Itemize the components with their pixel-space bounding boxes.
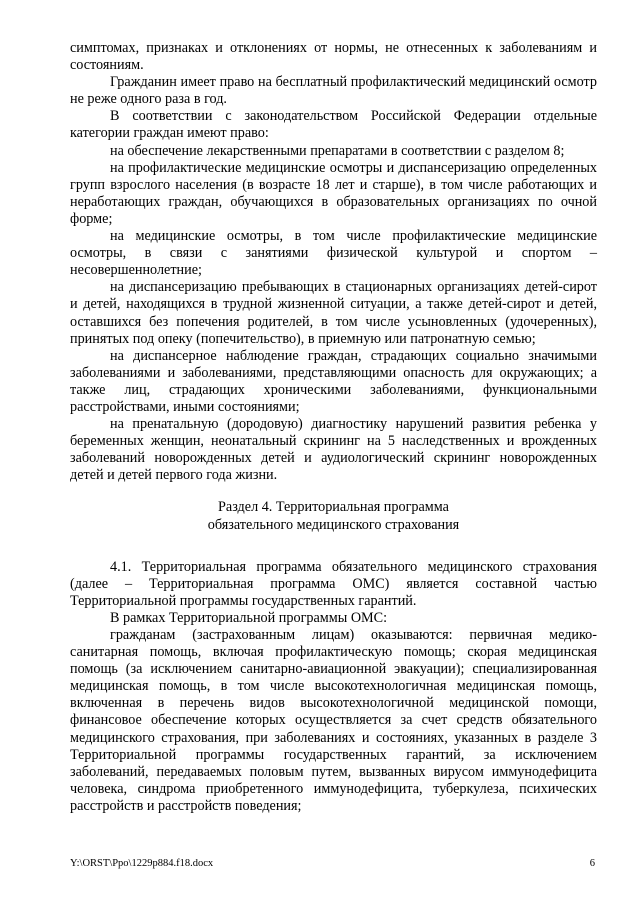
footer-file-path: Y:\ORST\Ppo\1229p884.f18.docx: [70, 858, 214, 869]
paragraph: гражданам (застрахованным лицам) оказываются: первичная медико-санитарная помощь, включая профилактическую помощь; скорая медицинская помощь (за исключением санитарно-авиационной эвакуации); специализированная медицинская помощь, в том числе высокотехнологичная медицинская помощь, включенная в перечень видов высокотехнологичной медицинской помощи, финансовое обеспечение которых осуществляется за счет средств обязательного медицинского страхования, при заболеваниях и состояниях, указанных в разделе 3 Территориальной программы государственных гарантий, за исключением заболеваний, передаваемых половым путем, вызванных вирусом иммунодефицита человека, синдрома приобретенного иммунодефицита, туберкулеза, психических расстройств и расстройств поведения;: [70, 627, 597, 814]
page-content: [70, 40, 597, 815]
paragraph: на профилактические медицинские осмотры и диспансеризацию определенных групп взрослого населения (в возрасте 18 лет и старше), в том числе работающих и неработающих граждан, обучающихся в образовательных организациях по очной форме;: [70, 159, 597, 227]
section-title: Раздел 4. Территориальная программа: [218, 499, 449, 516]
paragraph: В рамках Территориальной программы ОМС:: [110, 609, 388, 626]
paragraph: на пренатальную (дородовую) диагностику нарушений развития ребенка у беременных женщин, неонатальный скрининг на 5 наследственных и врожденных заболеваний новорожденных детей и аудиологический скрининг новорожденных детей и детей первого года жизни.: [70, 416, 597, 484]
paragraph: на диспансерное наблюдение граждан, страдающих социально значимыми заболеваниями и заболеваниями, представляющими опасность для окружающих; а также лиц, страдающих хроническими заболеваниями, функциональными расстройствами, иными состояниями;: [70, 347, 597, 415]
paragraph: Гражданин имеет право на бесплатный профилактический медицинский осмотр не реже одного раза в год.: [70, 74, 597, 108]
section-subtitle: обязательного медицинского страхования: [207, 516, 460, 533]
paragraph: 4.1. Территориальная программа обязательного медицинского страхования (далее – Территориальная программа ОМС) является составной частью Территориальной программы государственных гарантий.: [70, 558, 597, 609]
paragraph: на обеспечение лекарственными препаратами в соответствии с разделом 8;: [110, 142, 565, 159]
paragraph: симптомах, признаках и отклонениях от нормы, не отнесенных к заболеваниям и состояниям.: [70, 40, 597, 74]
paragraph: В соответствии с законодательством Российской Федерации отдельные категории граждан имеют право:: [70, 108, 597, 142]
page-number: 6: [589, 858, 595, 869]
paragraph: на диспансеризацию пребывающих в стационарных организациях детей-сирот и детей, находящихся в трудной жизненной ситуации, а также детей-сирот и детей, оставшихся без попечения родителей, в том числе усыновленных (удочеренных), принятых под опеку (попечительство), в приемную или патронатную семью;: [70, 279, 597, 347]
section-heading: [70, 499, 597, 533]
paragraph: на медицинские осмотры, в том числе профилактические медицинские осмотры, в связи с занятиями физической культурой и спортом – несовершеннолетние;: [70, 228, 597, 279]
page-footer: [70, 858, 595, 869]
